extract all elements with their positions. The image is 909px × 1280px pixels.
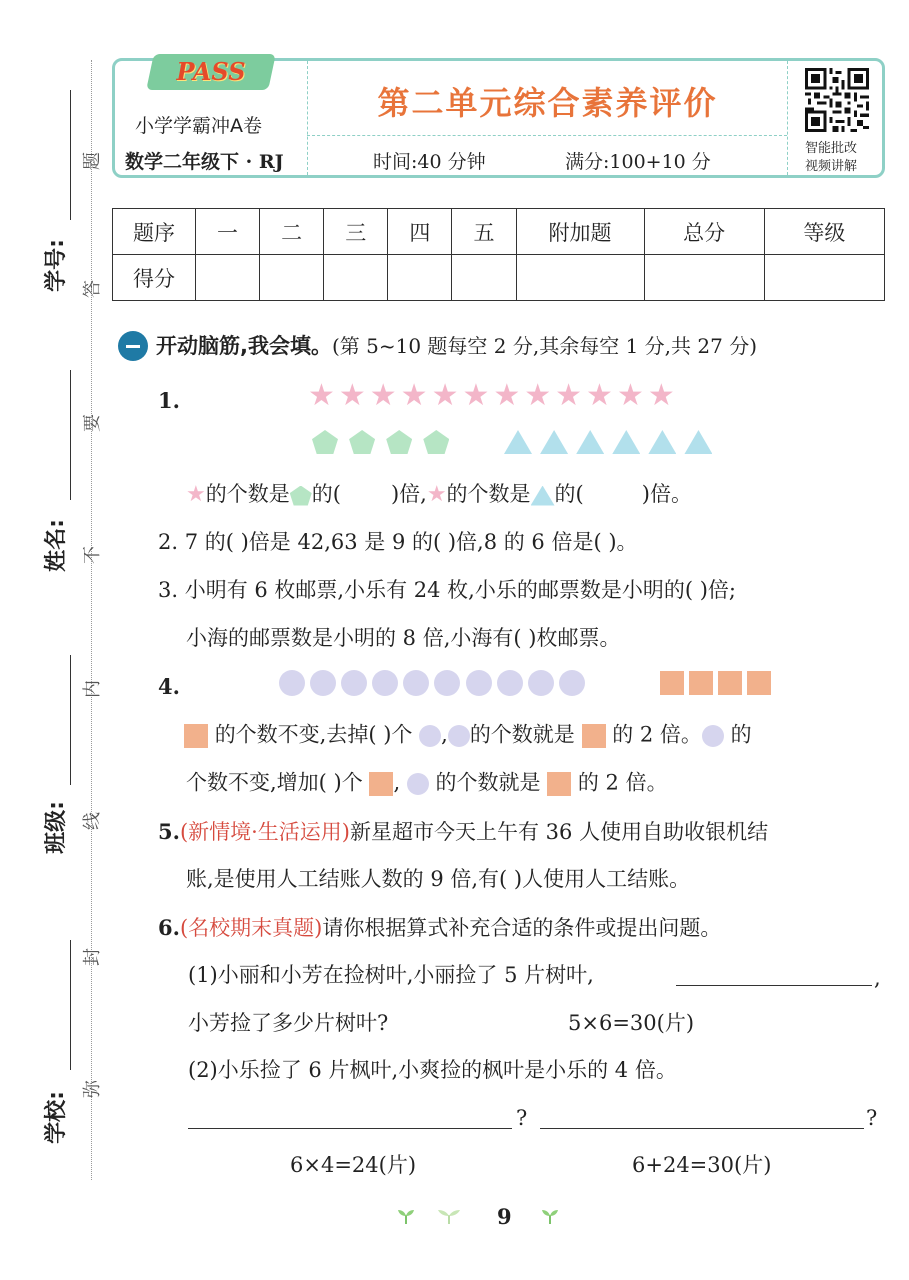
q4-l1e: 的	[730, 722, 752, 747]
q2-text: 2. 7 的( )倍是 42,63 是 9 的( )倍,8 的 6 倍是( )。	[158, 530, 638, 554]
q6-part2-answer-line-b[interactable]	[540, 1128, 864, 1129]
q6-part1-line2: 小芳捡了多少片树叶?	[188, 1011, 389, 1035]
score-cell-input[interactable]	[196, 255, 260, 301]
pentagon-shape	[312, 430, 338, 454]
q1-c: )倍,	[390, 482, 427, 506]
page-title: 第二单元综合素养评价	[377, 84, 718, 122]
q4-line2	[186, 772, 668, 796]
xingming-label: 姓名:	[43, 519, 69, 572]
xuexiao-label: 学校:	[43, 1091, 69, 1144]
circle-icon	[702, 725, 724, 747]
margin-line-xuehao	[70, 90, 71, 220]
q6-line1	[158, 917, 721, 939]
score-table-cell: 二	[260, 209, 324, 255]
score-table-cell: 五	[452, 209, 516, 255]
q1-text	[186, 484, 692, 506]
q4-l1a: 的个数不变,去掉( )个	[214, 722, 413, 747]
score-cell-input[interactable]	[452, 255, 516, 301]
triangle-shape	[540, 430, 568, 454]
circle-shape	[279, 670, 305, 696]
square-shape	[718, 671, 742, 695]
q6-equation-b: 6+24=30(片)	[632, 1153, 772, 1177]
square-shape	[660, 671, 684, 695]
triangle-shape	[504, 430, 532, 454]
q6-part2-text: (2)小乐捡了 6 片枫叶,小爽捡的枫叶是小乐的 4 倍。	[188, 1058, 677, 1082]
sprout-icon	[540, 1206, 560, 1226]
score-table-cell: 附加题	[516, 209, 644, 255]
pentagon-shape	[423, 430, 449, 454]
seal-hint: 答	[82, 280, 103, 298]
triangle-shape	[648, 430, 676, 454]
triangle-shape	[684, 430, 712, 454]
section-one-badge	[118, 331, 148, 361]
header-hdivider	[307, 135, 787, 136]
banji-label: 班级:	[43, 801, 69, 854]
score-cell-input[interactable]	[644, 255, 764, 301]
xuehao-label: 学号:	[43, 239, 69, 292]
q6-part2-answer-line-a[interactable]	[188, 1128, 512, 1129]
q5-line1	[158, 821, 768, 843]
circle-shape	[310, 670, 336, 696]
score-table-cell: 题序	[113, 209, 196, 255]
square-shape	[689, 671, 713, 695]
q4-number: 4.	[158, 674, 180, 699]
seal-line	[91, 60, 92, 1180]
square-icon	[547, 772, 571, 796]
square-shape	[747, 671, 771, 695]
star-icon: ★	[186, 482, 206, 507]
sprout-icon	[396, 1206, 416, 1226]
q4-l1c: 的个数就是	[469, 722, 575, 747]
square-icon	[184, 724, 208, 748]
score-table	[112, 208, 885, 301]
score-table-header-row	[113, 209, 885, 255]
score-row-label: 得分	[113, 255, 196, 301]
pentagon-icon	[290, 486, 312, 506]
circle-icon	[419, 725, 441, 747]
header-qr-divider	[787, 61, 788, 175]
square-icon	[582, 724, 606, 748]
circle-shape	[372, 670, 398, 696]
section-title	[156, 336, 757, 357]
q1-number: 1.	[158, 388, 180, 413]
q3-line2: 小海的邮票数是小明的 8 倍,小海有( )枚邮票。	[186, 626, 621, 650]
qr-code-icon[interactable]	[805, 68, 869, 132]
section-title-text: 开动脑筋,我会填。	[156, 334, 332, 358]
seal-hint: 题	[82, 152, 103, 170]
circle-shape	[403, 670, 429, 696]
q4-l2a: 个数不变,增加( )个	[186, 770, 363, 795]
sprout-icon	[436, 1206, 462, 1226]
triangle-icon	[531, 486, 555, 506]
seal-hint: 不	[82, 546, 103, 564]
score-table-cell: 三	[324, 209, 388, 255]
score-cell-input[interactable]	[516, 255, 644, 301]
square-icon	[369, 772, 393, 796]
score-table-cell: 四	[388, 209, 452, 255]
full-score-label: 满分:100+10 分	[565, 151, 711, 173]
q6-equation-a: 6×4=24(片)	[290, 1153, 417, 1177]
score-table-row	[113, 255, 885, 301]
q5-number: 5.	[158, 819, 180, 844]
section-note: (第 5~10 题每空 2 分,其余每空 1 分,共 27 分)	[331, 334, 757, 358]
q6-part1-comma: ,	[874, 966, 881, 990]
q6-part1-answer-line[interactable]	[676, 985, 872, 986]
q1-f: )倍。	[641, 482, 692, 506]
star-icon: ★	[426, 482, 447, 507]
circle-shape	[434, 670, 460, 696]
q4-l1b: ,	[441, 722, 448, 747]
q1-a: 的个数是	[205, 482, 290, 506]
q5-line2: 账,是使用人工结账人数的 9 倍,有( )人使用人工结账。	[186, 867, 691, 891]
page-number: 9	[497, 1204, 512, 1229]
pass-logo-text: PASS	[176, 57, 246, 86]
triangle-row	[504, 430, 712, 454]
triangle-shape	[576, 430, 604, 454]
star-row: ★★★★★★★★★★★★	[308, 378, 679, 413]
q6-part2-qmark-a: ?	[516, 1106, 528, 1130]
q5-text: 新星超市今天上午有 36 人使用自助收银机结	[350, 820, 769, 844]
qr-caption: 视频讲解	[805, 159, 858, 174]
score-cell-input[interactable]	[764, 255, 884, 301]
q6-part1-line1: (1)小丽和小芳在捡树叶,小丽捡了 5 片树叶,	[188, 963, 594, 987]
circle-icon	[448, 725, 470, 747]
circle-icon	[407, 773, 429, 795]
seal-hint: 内	[82, 680, 103, 698]
seal-hint: 线	[82, 812, 103, 830]
q6-tag: (名校期末真题)	[179, 916, 323, 940]
q1-d: 的个数是	[446, 482, 531, 506]
pass-logo	[146, 54, 276, 90]
time-label: 时间:40 分钟	[373, 151, 486, 173]
score-table-cell: 一	[196, 209, 260, 255]
q4-l2c: 的个数就是	[435, 770, 541, 795]
q1-e: 的(	[554, 482, 584, 506]
pentagon-shape	[349, 430, 375, 454]
seal-hint: 封	[82, 948, 103, 966]
q4-l2b: ,	[393, 770, 401, 795]
score-cell-input[interactable]	[388, 255, 452, 301]
q6-part1-equation: 5×6=30(片)	[568, 1011, 695, 1035]
seal-hint: 要	[82, 414, 103, 432]
circle-shape	[466, 670, 492, 696]
header-divider	[307, 61, 308, 175]
margin-line-banji	[70, 655, 71, 785]
margin-line-xingming	[70, 370, 71, 500]
q6-text: 请你根据算式补充合适的条件或提出问题。	[322, 916, 722, 940]
q4-l2d: 的 2 倍。	[577, 770, 668, 795]
score-table-cell: 等级	[764, 209, 884, 255]
square-row	[660, 671, 771, 695]
series-name: 小学学霸冲A卷	[135, 115, 262, 137]
qr-caption: 智能批改	[805, 141, 858, 156]
grade-label: 数学二年级下 · RJ	[125, 151, 284, 173]
score-cell-input[interactable]	[260, 255, 324, 301]
q4-line1	[184, 724, 752, 748]
circle-shape	[497, 670, 523, 696]
q5-tag: (新情境·生活运用)	[179, 820, 350, 844]
circle-shape	[559, 670, 585, 696]
seal-hint: 弥	[82, 1080, 103, 1098]
circle-shape	[341, 670, 367, 696]
q3-line1: 3. 小明有 6 枚邮票,小乐有 24 枚,小乐的邮票数是小明的( )倍;	[158, 578, 736, 602]
pentagon-row	[312, 430, 449, 454]
q6-part2-qmark-b: ?	[866, 1106, 878, 1130]
q6-number: 6.	[158, 915, 180, 940]
score-table-cell: 总分	[644, 209, 764, 255]
circle-row	[279, 670, 585, 696]
margin-line-xuexiao	[70, 940, 71, 1070]
pentagon-shape	[386, 430, 412, 454]
q4-l1d: 的 2 倍。	[612, 722, 702, 747]
triangle-shape	[612, 430, 640, 454]
q1-b: 的(	[311, 482, 341, 506]
circle-shape	[528, 670, 554, 696]
score-cell-input[interactable]	[324, 255, 388, 301]
